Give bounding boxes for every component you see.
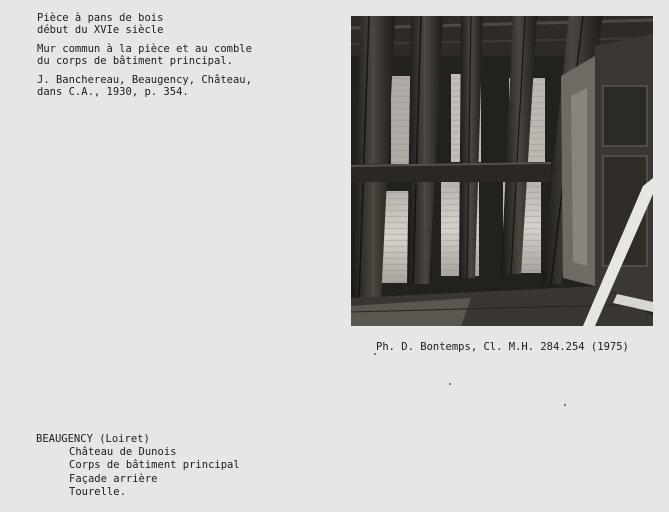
location-line3: Façade arrière — [69, 472, 158, 485]
caption-description-line1: Mur commun à la pièce et au comble — [37, 42, 252, 55]
dust-speck — [374, 353, 376, 355]
dust-speck — [449, 383, 451, 385]
location-town: BEAUGENCY (Loiret) — [36, 433, 150, 445]
photo-credit: Ph. D. Bontemps, Cl. M.H. 284.254 (1975) — [376, 341, 629, 353]
caption-block — [37, 12, 327, 98]
location-block — [36, 433, 240, 499]
caption-title-line1: Pièce à pans de bois — [37, 12, 164, 24]
caption-reference-line1: J. Banchereau, Beaugency, Château, — [37, 73, 252, 86]
location-line4: Tourelle. — [69, 485, 126, 498]
dust-speck — [564, 404, 566, 406]
timber-frame-wall-photo — [351, 16, 653, 326]
caption-description-line2: du corps de bâtiment principal. — [37, 55, 233, 68]
caption-title-line2: début du XVIe siècle — [37, 24, 164, 37]
location-line1: Château de Dunois — [69, 446, 177, 459]
location-line2: Corps de bâtiment principal — [69, 459, 240, 472]
caption-reference-line2: dans C.A., 1930, p. 354. — [37, 86, 189, 99]
